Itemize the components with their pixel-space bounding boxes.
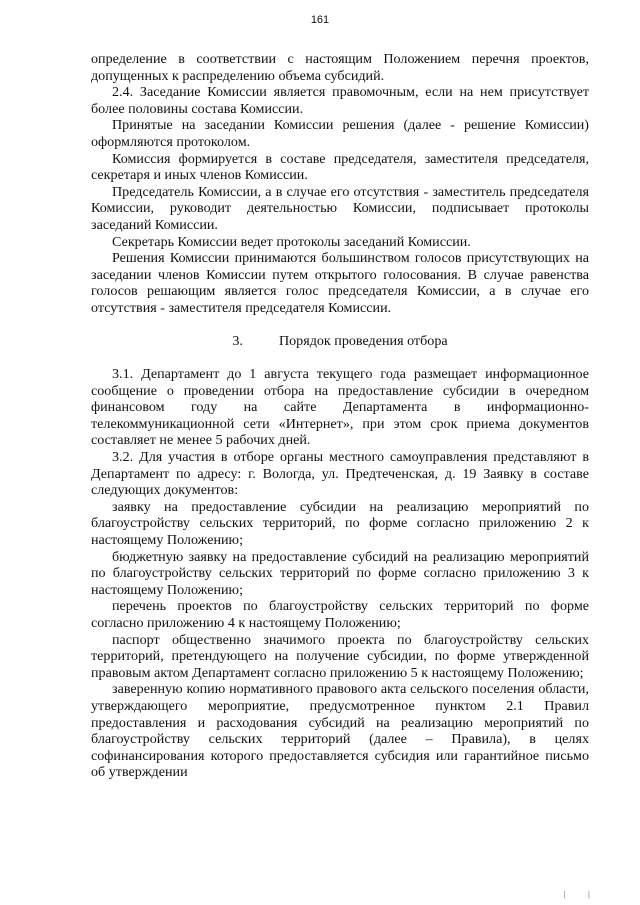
page-number: 161 — [310, 14, 330, 26]
paragraph: Председатель Комиссии, а в случае его отсутствия - заместитель председателя Комиссии, руководит деятельностью Комиссии, подписывает протоколы заседаний Комиссии. — [91, 183, 589, 233]
list-item: перечень проектов по благоустройству сельских территорий по форме согласно приложению 4 к настоящему Положению; — [91, 598, 589, 631]
section-number: 3. — [232, 332, 243, 349]
paragraph: 3.1. Департамент до 1 августа текущего года размещает информационное сообщение о проведении отбора на предоставление субсидии в очередном финансовом году на сайте Департамента в информационно-телекоммуникационной сети «Интернет», при этом срок приема документов составляет не менее 5 рабочих дней. — [91, 366, 589, 449]
list-item: бюджетную заявку на предоставление субсидий на реализацию мероприятий по благоустройству сельских территорий по форме согласно приложению 3 к настоящему Положению; — [91, 548, 589, 598]
paragraph: Секретарь Комиссии ведет протоколы заседаний Комиссии. — [112, 233, 471, 250]
list-item: заявку на предоставление субсидии на реализацию мероприятий по благоустройству сельских территорий, по форме согласно приложению 2 к настоящему Положению; — [91, 498, 589, 549]
section-heading — [91, 333, 589, 350]
paragraph: определение в соответствии с настоящим Положением перечня проектов, допущенных к распределению объема субсидий. — [91, 51, 589, 84]
list-item: паспорт общественно значимого проекта по благоустройству сельских территорий, претендующего на получение субсидии, по форме утвержденной правовым актом Департамент согласно приложению 5 к настоящему Положению; — [91, 631, 589, 681]
document-body — [91, 51, 589, 781]
paragraph: Принятые на заседании Комиссии решения (далее - решение Комиссии) оформляются протоколом. — [91, 117, 589, 150]
paragraph: 2.4. Заседание Комиссии является правомочным, если на нем присутствует более половины состава Комиссии. — [91, 84, 589, 117]
section-title: Порядок проведения отбора — [278, 332, 448, 349]
scan-marks: | | — [563, 890, 600, 899]
paragraph: Решения Комиссии принимаются большинством голосов присутствующих на заседании членов Комиссии путем открытого голосования. В случае равенства голосов решающим является голос председателя Комиссии, а в случае его отсутствия - заместителя председателя Комиссии. — [91, 250, 589, 316]
paragraph: 3.2. Для участия в отборе органы местного самоуправления представляют в Департамент по адресу: г. Вологда, ул. Предтеченская, д. 19 Заявку в составе следующих документов: — [91, 449, 589, 499]
paragraph: Комиссия формируется в составе председателя, заместителя председателя, секретаря и иных членов Комиссии. — [91, 150, 589, 184]
list-item: заверенную копию нормативного правового акта сельского поселения области, утверждающего мероприятие, предусмотренное пунктом 2.1 Правил предоставления и расходования субсидий на реализацию мероприятий по благоустройству сельских территорий (далее – Правила), в целях софинансирования которого предоставляется субсидия или гарантийное письмо об утверждении — [91, 681, 589, 781]
